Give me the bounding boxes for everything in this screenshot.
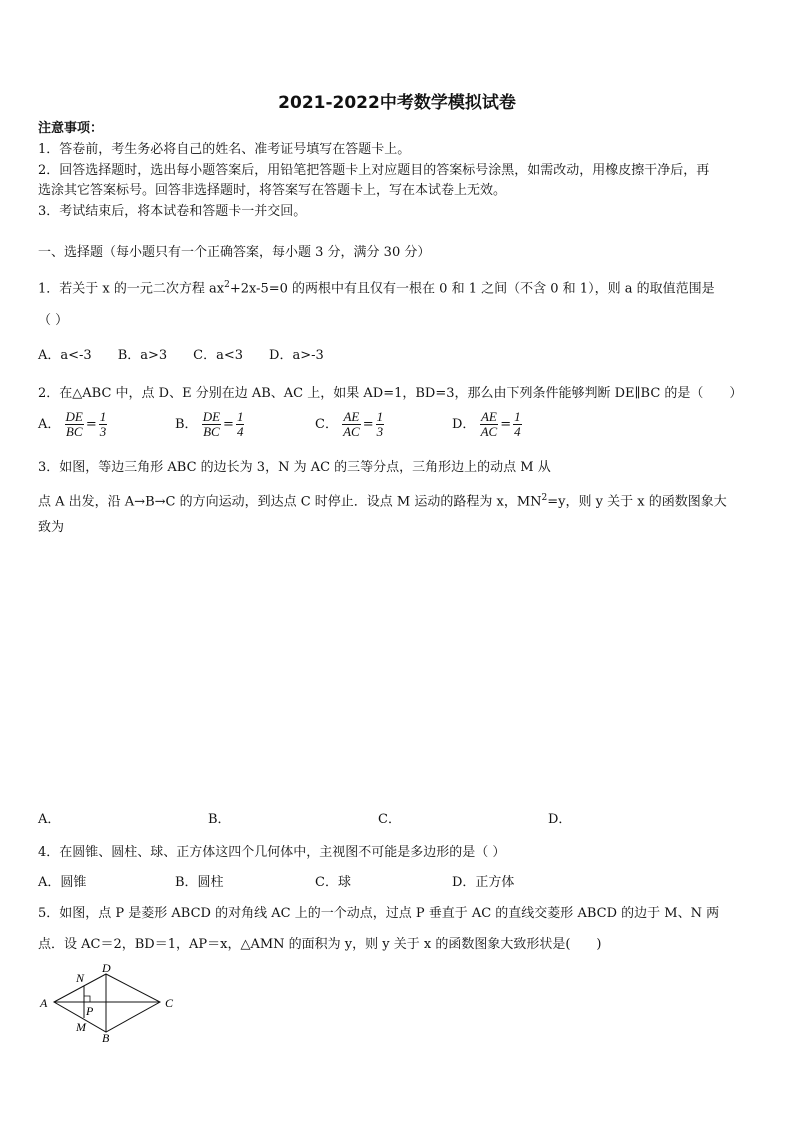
note-item-3: 3．考试结束后，将本试卷和答题卡一并交回。: [38, 204, 307, 219]
q2-option-a-frac: $\frac{DE}{BC}$: [65, 409, 83, 439]
q4-stem: 4．在圆锥、圆柱、球、正方体这四个几何体中，主视图不可能是多边形的是（ ）: [38, 845, 506, 860]
q3-stem-line2-b: =y，则 y 关于 x 的函数图象大: [547, 494, 727, 510]
q1-sup: 2: [224, 280, 230, 290]
q2-option-c-value: $\frac{1}{3}$: [376, 409, 384, 439]
notes-heading: 注意事项：: [38, 121, 104, 136]
label-a: A: [40, 996, 48, 1010]
q1-options: A．a<-3 B．a>3 C．a<3 D．a>-3: [38, 348, 324, 363]
q3-stem-line3: 致为: [38, 520, 65, 535]
note-item-1: 1．答卷前，考生务必将自己的姓名、准考证号填写在答题卡上。: [38, 142, 411, 157]
q2-option-b-value: $\frac{1}{4}$: [236, 409, 244, 439]
q2-option-a-label: A．: [38, 417, 61, 432]
q4-option-a: A．圆锥: [38, 875, 87, 890]
q2-option-c-frac: $\frac{AE}{AC}$: [343, 409, 360, 439]
q4-option-d: D．正方体: [452, 875, 515, 890]
q2-option-d-value: $\frac{1}{4}$: [514, 409, 521, 439]
q1-stem-a: 1．若关于 x 的一元二次方程 ax: [38, 281, 225, 297]
q3-stem-line2-a: 点 A 出发，沿 A→B→C 的方向运动，到达点 C 时停止．设点 M 运动的路程为 x，MN: [38, 494, 542, 510]
q4-option-b: B．圆柱: [175, 875, 224, 890]
note-item-2: 2．回答选择题时，选出每小题答案后，用铅笔把答题卡上对应题目的答案标号涂黑，如需改动，用橡皮擦干净后，再: [38, 163, 710, 178]
q5-stem-line1: 5．如图，点 P 是菱形 ABCD 的对角线 AC 上的一个动点，过点 P 垂直于 AC 的直线交菱形 ABCD 的边于 M、N 两: [38, 906, 720, 921]
q2-option-b-label: B．: [175, 417, 198, 432]
section-heading: 一、选择题（每小题只有一个正确答案，每小题 3 分，满分 30 分）: [38, 245, 431, 260]
q2-option-a: A． $\frac{DE}{BC}$ = $\frac{1}{3}$: [38, 409, 107, 439]
q1-paren: （ ）: [38, 313, 69, 328]
label-m: M: [76, 1020, 86, 1034]
q3-option-b: B．: [208, 812, 231, 827]
q3-option-a: A．: [38, 812, 61, 827]
q2-option-c-label: C．: [315, 417, 338, 432]
q3-stem-line1: 3．如图，等边三角形 ABC 的边长为 3，N 为 AC 的三等分点，三角形边上的动点 M 从: [38, 460, 551, 475]
q5-stem-line2: 点．设 AC＝2，BD＝1，AP＝x，△AMN 的面积为 y，则 y 关于 x 的函数图象大致形状是( ): [38, 937, 602, 952]
note-item-2-cont: 选涂其它答案标号。回答非选择题时，将答案写在答题卡上，写在本试卷上无效。: [38, 183, 507, 198]
q1-stem-b: +2x-5=0 的两根中有且仅有一根在 0 和 1 之间（不含 0 和 1），则 a 的取值范围是: [229, 281, 715, 297]
rhombus-outline: [54, 974, 160, 1032]
q2-option-b: B． $\frac{DE}{BC}$ = $\frac{1}{4}$: [175, 409, 244, 439]
q2-option-d-frac: $\frac{AE}{AC}$: [480, 409, 498, 439]
page-title: 2021-2022中考数学模拟试卷: [278, 93, 516, 113]
q2-option-c: C． $\frac{AE}{AC}$ = $\frac{1}{3}$: [315, 409, 384, 439]
q2-option-b-frac: $\frac{DE}{BC}$: [202, 409, 221, 439]
q2-option-d: D． $\frac{AE}{AC}$ = $\frac{1}{4}$: [452, 409, 521, 439]
rhombus-figure: [36, 962, 186, 1044]
q3-option-c: C．: [378, 812, 401, 827]
q3-stem-line2: [38, 490, 727, 510]
label-c: C: [165, 996, 174, 1010]
q2-stem: 2．在△ABC 中，点 D、E 分别在边 AB、AC 上，如果 AD=1，BD=3，那么由下列条件能够判断 DE∥BC 的是（ ）: [38, 386, 743, 401]
label-d: D: [102, 962, 111, 975]
label-p: P: [86, 1004, 94, 1018]
q2-option-d-label: D．: [452, 417, 476, 432]
right-angle-mark: [84, 996, 90, 1002]
q3-sup: 2: [541, 493, 548, 503]
label-b: B: [102, 1031, 110, 1044]
label-n: N: [76, 971, 85, 985]
q1-stem: [38, 277, 715, 297]
q4-option-c: C．球: [315, 875, 351, 890]
q2-option-a-value: $\frac{1}{3}$: [99, 409, 107, 439]
q3-option-d: D．: [548, 812, 572, 827]
